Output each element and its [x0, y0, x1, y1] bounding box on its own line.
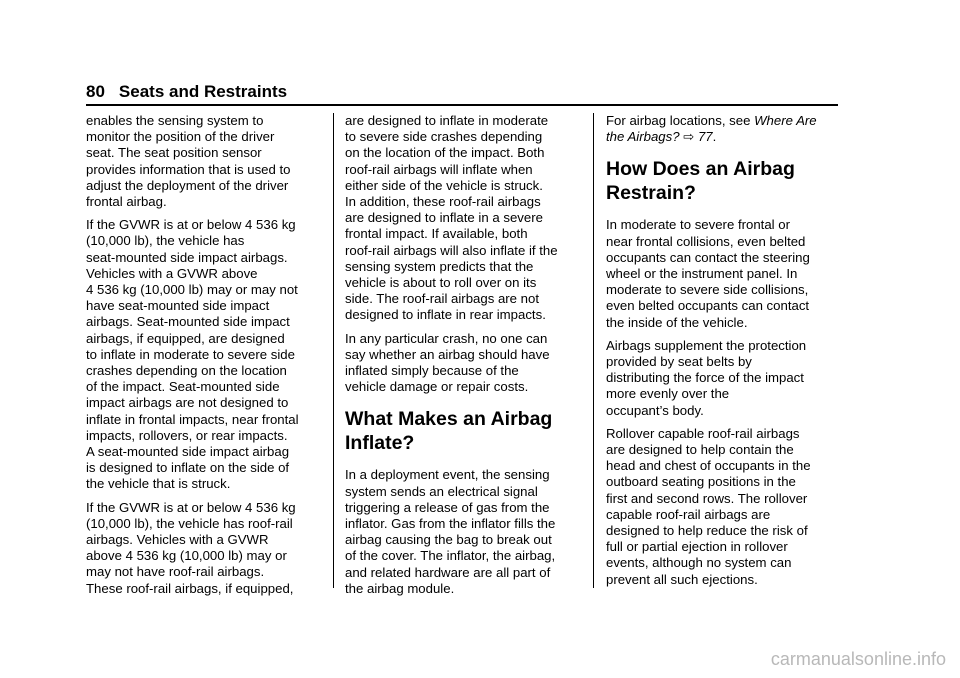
text-line: designed to inflate in rear impacts. — [345, 307, 546, 323]
text-line: Airbags supplement the protection — [606, 337, 807, 353]
text-line: are designed to inflate in moderate — [345, 113, 549, 128]
text-line: airbags. Seat-mounted side impact — [86, 314, 290, 330]
text-line: vehicle is about to roll over on its — [345, 275, 537, 291]
text-line: inflator. Gas from the inflator fills the — [345, 516, 556, 532]
text-line: airbags, if equipped, are designed — [86, 330, 285, 346]
text-line: In a deployment event, the sensing — [345, 467, 550, 483]
column-2-paragraphs-bottom — [345, 467, 583, 597]
text-line: airbags. Vehicles with a GVWR — [86, 532, 269, 548]
heading-line: Restrain? — [606, 182, 696, 205]
text-line: occupants can contact the steering — [606, 249, 810, 265]
column-2-paragraphs-top — [345, 113, 583, 395]
text-line: distributing the force of the impact — [606, 370, 804, 386]
page-number: 80 — [86, 82, 105, 101]
heading-what-makes-an-airbag-inflate — [345, 407, 583, 455]
heading-line: How Does an Airbag — [606, 158, 795, 181]
text-line: capable roof-rail airbags are — [606, 506, 771, 522]
text-line: In moderate to severe frontal or — [606, 217, 790, 233]
text-line: (10,000 lb), the vehicle has roof-rail — [86, 515, 293, 531]
body-paragraph — [606, 217, 842, 330]
text-line: are designed to inflate in a severe — [345, 210, 543, 226]
column-3-paragraphs — [606, 217, 842, 587]
text-line: and related hardware are all part of — [345, 564, 551, 580]
cross-reference-page[interactable]: 77 — [697, 129, 713, 145]
text-line: adjust the deployment of the driver — [86, 177, 289, 193]
text-line: may not have roof-rail airbags. — [86, 564, 265, 580]
text-line: near frontal collisions, even belted — [606, 233, 806, 249]
header-rule — [86, 104, 838, 106]
text-line: even belted occupants can contact — [606, 298, 810, 314]
page-arrow-icon: ⇨ — [683, 129, 695, 145]
text-line: In any particular crash, no one can — [345, 330, 548, 346]
text-line: monitor the position of the driver — [86, 129, 275, 145]
text-line: on the location of the impact. Both — [345, 145, 545, 161]
text-line: frontal impact. If available, both — [345, 226, 528, 242]
heading-line: Inflate? — [345, 432, 415, 455]
body-paragraph — [606, 338, 842, 419]
text-line: to inflate in moderate to severe side — [86, 346, 295, 362]
text-line: roof-rail airbags will inflate when — [345, 161, 533, 177]
text-line: either side of the vehicle is struck. — [345, 177, 543, 193]
heading-line: What Makes an Airbag — [345, 408, 553, 431]
airbag-locations-paragraph — [606, 113, 842, 145]
column-1-paragraphs — [86, 113, 326, 597]
column-3 — [606, 113, 842, 595]
text-line: more evenly over the — [606, 386, 730, 402]
text-line: side. The roof-rail airbags are not — [345, 291, 540, 307]
body-paragraph — [345, 467, 583, 597]
text-line: frontal airbag. — [86, 194, 167, 210]
section-title: Seats and Restraints — [118, 82, 288, 101]
text-line: of the cover. The inflator, the airbag, — [345, 548, 556, 564]
text-line: inflate in frontal impacts, near frontal — [86, 411, 299, 427]
text-line: is designed to inflate on the side of — [86, 460, 290, 476]
text-line: designed to help reduce the risk of — [606, 523, 808, 539]
text-line: sensing system predicts that the — [345, 258, 534, 274]
text-line: are designed to help contain the — [606, 442, 794, 458]
watermark: carmanualsonline.info — [770, 649, 946, 669]
body-paragraph — [86, 500, 326, 597]
text-line: These roof-rail airbags, if equipped, — [86, 580, 294, 596]
body-paragraph — [86, 113, 326, 210]
text-line: outboard seating positions in the — [606, 474, 796, 490]
body-paragraph — [86, 217, 326, 492]
text-line: Vehicles with a GVWR above — [86, 265, 258, 281]
text-line: triggering a release of gas from the — [345, 499, 550, 515]
text-line: crashes depending on the location — [86, 363, 287, 379]
heading-how-does-an-airbag-restrain — [606, 157, 842, 205]
text-line: wheel or the instrument panel. In — [606, 266, 798, 282]
text-line: have seat-mounted side impact — [86, 298, 270, 314]
cross-reference-link-cont[interactable]: the Airbags? — [606, 129, 680, 145]
page-header — [86, 82, 287, 102]
text-line: provided by seat belts by — [606, 354, 752, 370]
body-paragraph — [345, 331, 583, 396]
column-divider-1 — [333, 113, 334, 588]
text-line: seat-mounted side impact airbags. — [86, 249, 288, 265]
text-line: A seat-mounted side impact airbag — [86, 444, 290, 460]
text-line: occupant’s body. — [606, 402, 704, 418]
text-line: If the GVWR is at or below 4 536 kg — [86, 217, 296, 233]
text-line: events, although no system can — [606, 555, 792, 571]
text-line: (10,000 lb), the vehicle has — [86, 233, 245, 249]
text-line: system sends an electrical signal — [345, 483, 538, 499]
column-1 — [86, 113, 326, 604]
text-line: head and chest of occupants in the — [606, 458, 811, 474]
text-line: moderate to severe side collisions, — [606, 282, 809, 298]
text-line: 4 536 kg (10,000 lb) may or may not — [86, 282, 298, 298]
text-line: inflated simply because of the — [345, 363, 519, 379]
text-line: the airbag module. — [345, 580, 455, 596]
body-paragraph — [606, 426, 842, 588]
text-line: the inside of the vehicle. — [606, 314, 748, 330]
text-line: first and second rows. The rollover — [606, 490, 808, 506]
text-line: of the impact. Seat-mounted side — [86, 379, 280, 395]
text-line: vehicle damage or repair costs. — [345, 379, 529, 395]
intro-suffix: . — [712, 129, 717, 145]
text-line: Rollover capable roof-rail airbags — [606, 425, 800, 441]
text-line: above 4 536 kg (10,000 lb) may or — [86, 548, 287, 564]
text-line: prevent all such ejections. — [606, 571, 758, 587]
text-line: seat. The seat position sensor — [86, 145, 262, 161]
text-line: enables the sensing system to — [86, 113, 264, 128]
text-line: If the GVWR is at or below 4 536 kg — [86, 499, 296, 515]
text-line: the vehicle that is struck. — [86, 476, 231, 492]
cross-reference-link[interactable]: Where Are — [754, 113, 817, 128]
column-divider-2 — [593, 113, 594, 588]
text-line: to severe side crashes depending — [345, 129, 543, 145]
text-line: impacts, rollovers, or rear impacts. — [86, 427, 288, 443]
intro-text: For airbag locations, see — [606, 113, 755, 128]
column-2 — [345, 113, 583, 604]
text-line: say whether an airbag should have — [345, 346, 550, 362]
text-line: roof-rail airbags will also inflate if the — [345, 242, 558, 258]
text-line: full or partial ejection in rollover — [606, 539, 788, 555]
text-line: airbag causing the bag to break out — [345, 532, 552, 548]
body-paragraph — [345, 113, 583, 324]
text-line: impact airbags are not designed to — [86, 395, 289, 411]
text-line: provides information that is used to — [86, 161, 291, 177]
text-line: In addition, these roof-rail airbags — [345, 194, 541, 210]
